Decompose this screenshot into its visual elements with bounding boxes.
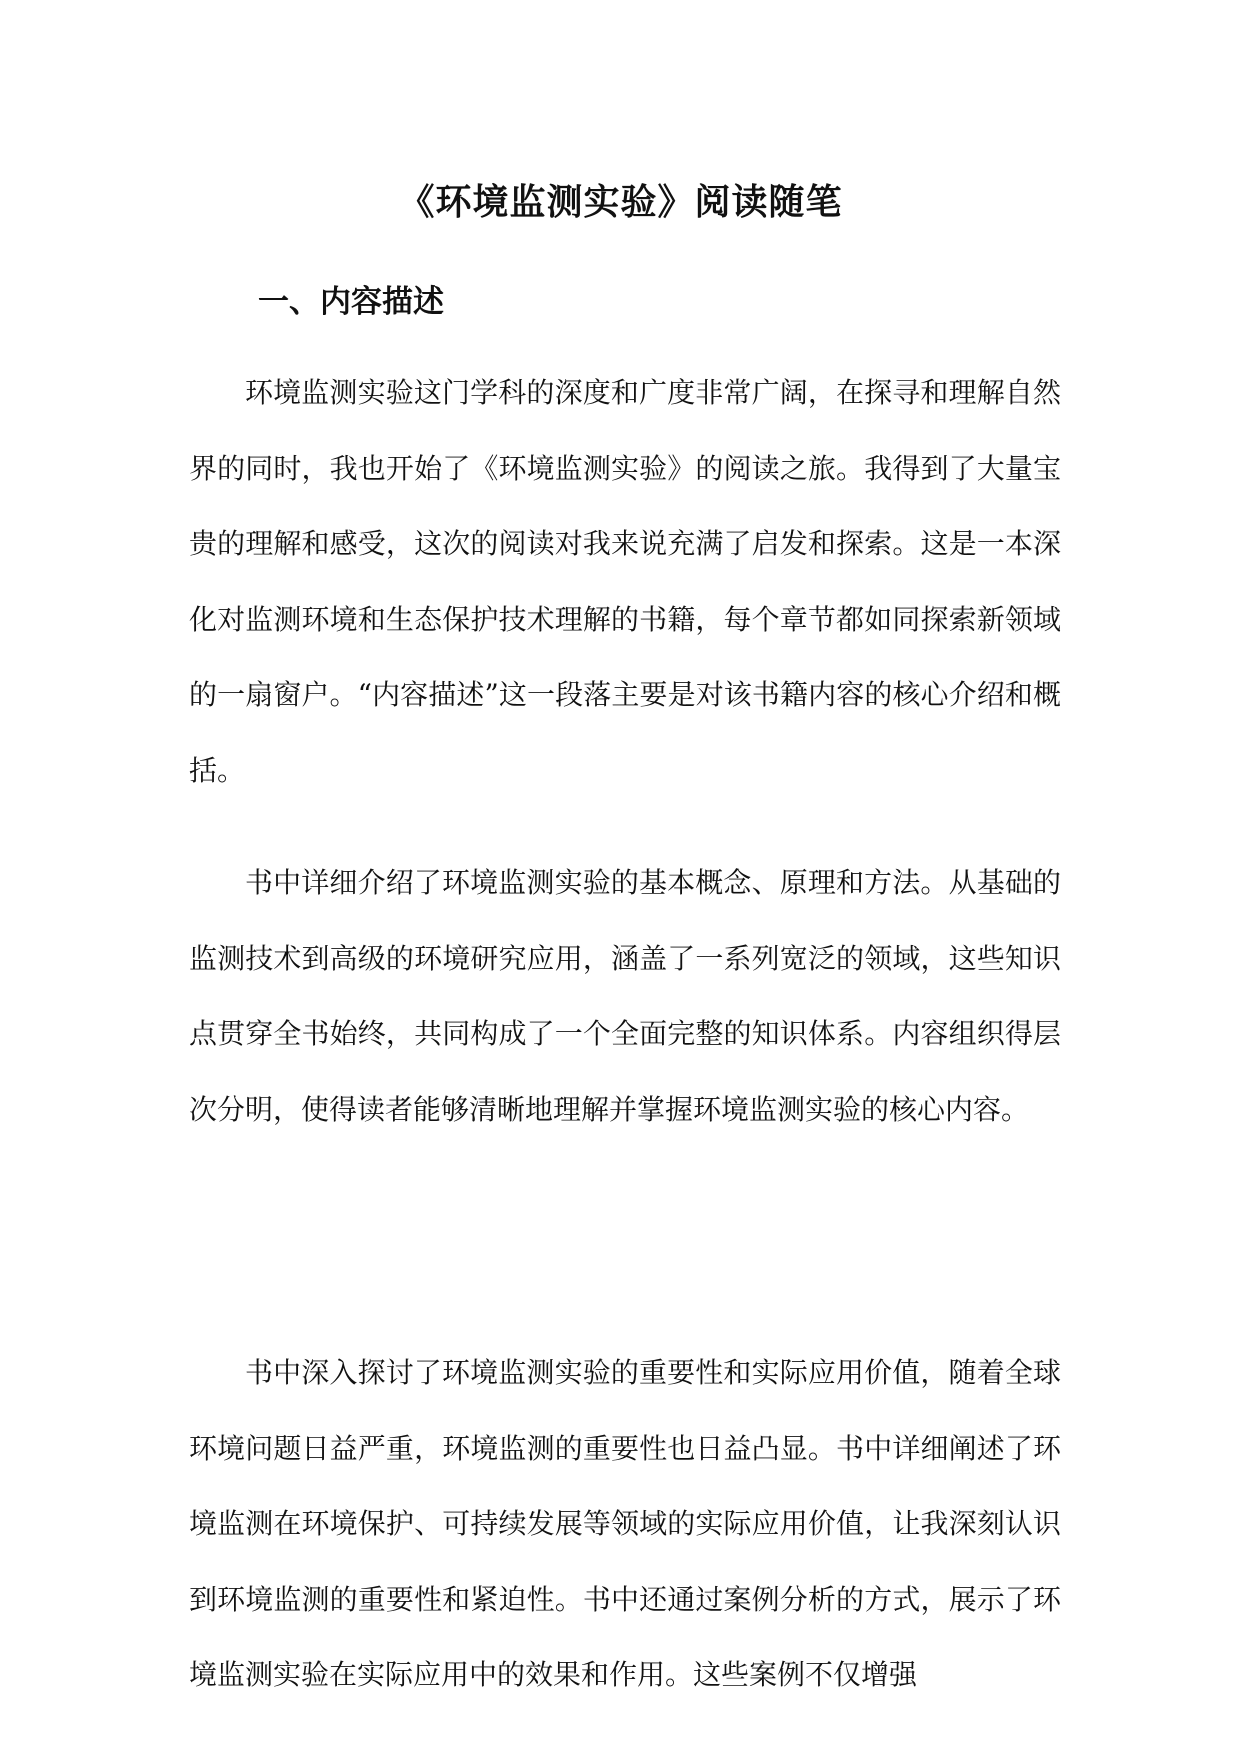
paragraph-2: 书中详细介绍了环境监测实验的基本概念、原理和方法。从基础的监测技术到高级的环境研究应用，涵盖了一系列宽泛的领域，这些知识点贯穿全书始终，共同构成了一个全面完整的知识体系。内容组织得层次分明，使得读者能够清晰地理解并掌握环境监测实验的核心内容。 [189, 866, 1061, 1126]
section-heading: 一、内容描述 [258, 284, 444, 320]
document-title: 《环境监测实验》阅读随笔 [398, 181, 843, 224]
paragraph-3: 书中深入探讨了环境监测实验的重要性和实际应用价值，随着全球环境问题日益严重，环境监测的重要性也日益凸显。书中详细阐述了环境监测在环境保护、可持续发展等领域的实际应用价值，让我深刻认识到环境监测的重要性和紧迫性。书中还通过案例分析的方式，展示了环境监测实验在实际应用中的效果和作用。这些案例不仅增强 [189, 1356, 1061, 1691]
paragraph-1: 环境监测实验这门学科的深度和广度非常广阔，在探寻和理解自然界的同时，我也开始了《环境监测实验》的阅读之旅。我得到了大量宝贵的理解和感受，这次的阅读对我来说充满了启发和探索。这是一本深化对监测环境和生态保护技术理解的书籍，每个章节都如同探索新领域的一扇窗户。“内容描述”这一段落主要是对该书籍内容的核心介绍和概括。 [189, 376, 1061, 787]
